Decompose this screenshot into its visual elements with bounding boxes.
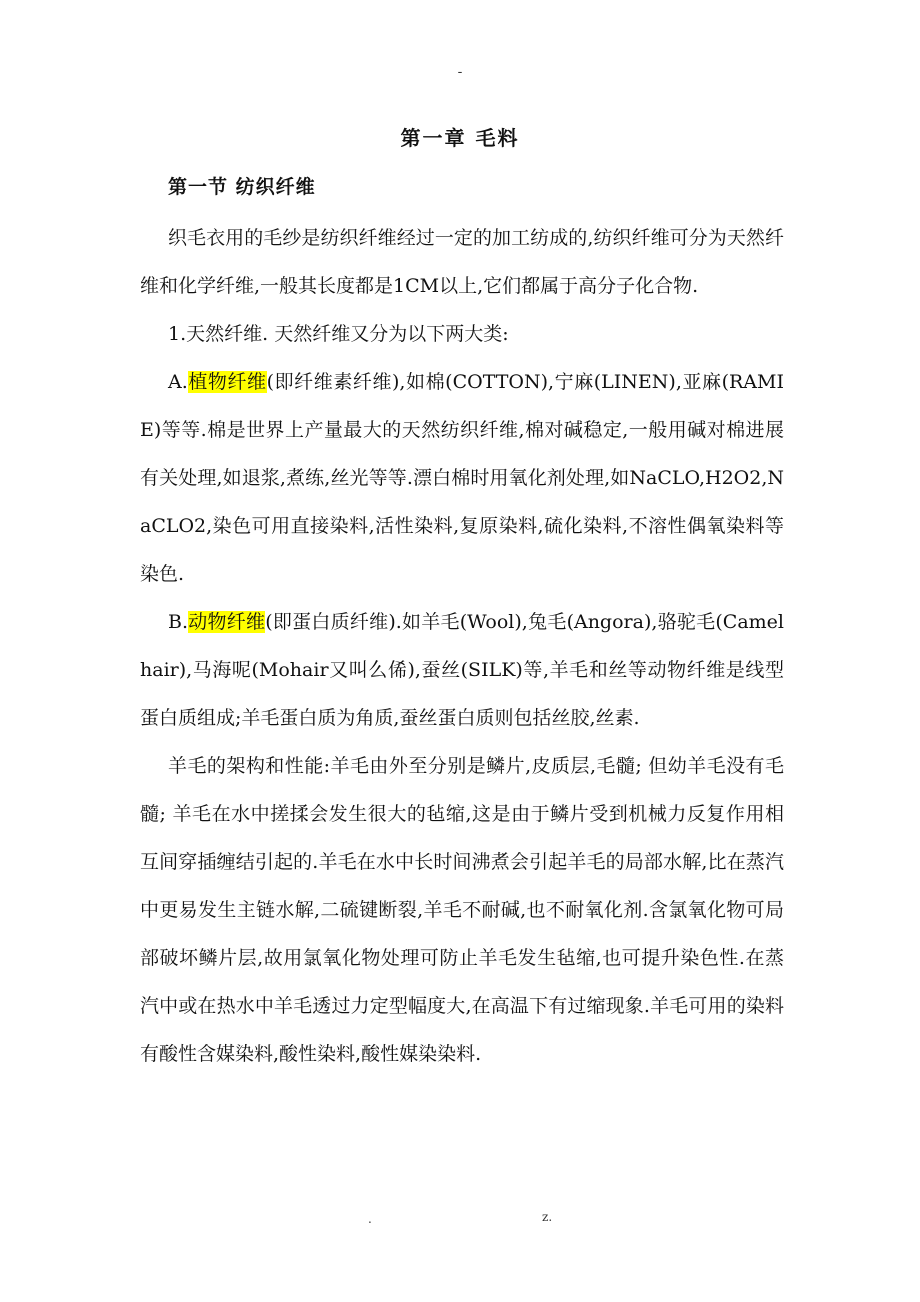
- item-prefix: A.: [168, 371, 188, 393]
- section-title: 第一节 纺织纤维: [168, 176, 316, 198]
- paragraph-text: 羊毛的架构和性能:羊毛由外至分别是鳞片,皮质层,毛髓; 但幼羊毛没有毛髓; 羊毛在水中搓揉会发生很大的毡缩,这是由于鳞片受到机械力反复作用相互间穿插缠结引起的.羊毛在水中长时间沸煮会引起羊毛的局部水解,比在蒸汽中更易发生主链水解,二硫键断裂,羊毛不耐碱,也不耐氧化剂.含氯氧化物可局部破坏鳞片层,故用氯氧化物处理可防止羊毛发生毡缩,也可提升染色性.在蒸汽中或在热水中羊毛透过力定型幅度大,在高温下有过缩现象.羊毛可用的染料有酸性含媒染料,酸性染料,酸性媒染染料.: [140, 755, 784, 1065]
- paragraph-text: (即纤维素纤维),如棉(COTTON),宁麻(LINEN),亚麻(RAMIE)等等.棉是世界上产量最大的天然纺织纤维,棉对碱稳定,一般用碱对棉进展有关处理,如退浆,煮练,丝光等等.漂白棉时用氧化剂处理,如NaCLO,H2O2,NaCLO2,染色可用直接染料,活性染料,复原染料,硫化染料,不溶性偶氧染料等染色.: [140, 371, 784, 585]
- paragraph-plant-fiber: [140, 358, 784, 598]
- item-prefix: B.: [168, 611, 189, 633]
- paragraph-text: 1.天然纤维. 天然纤维又分为以下两大类:: [168, 323, 509, 345]
- paragraph-natural-fiber: [140, 310, 784, 358]
- chapter-title: 第一章 毛料: [400, 126, 520, 150]
- footer-right-mark: z.: [542, 1210, 553, 1224]
- footer-left-mark: .: [368, 1212, 372, 1226]
- paragraph-text: (即蛋白质纤维).如羊毛(Wool),兔毛(Angora),骆驼毛(Camelhair),马海呢(Mohair又叫么俙),蚕丝(SILK)等,羊毛和丝等动物纤维是线型蛋白质组成;羊毛蛋白质为角质,蚕丝蛋白质则包括丝胶,丝素.: [140, 611, 784, 729]
- body-text: [140, 214, 784, 1078]
- paragraph-intro: [140, 214, 784, 310]
- highlighted-term: 植物纤维: [187, 371, 267, 393]
- highlighted-term: 动物纤维: [188, 611, 266, 633]
- paragraph-animal-fiber: [140, 598, 784, 742]
- paragraph-wool-structure: [140, 742, 784, 1078]
- header-mark: -: [457, 64, 463, 80]
- paragraph-text: 织毛衣用的毛纱是纺织纤维经过一定的加工纺成的,纺织纤维可分为天然纤维和化学纤维,一般其长度都是1CM以上,它们都属于高分子化合物.: [140, 227, 784, 297]
